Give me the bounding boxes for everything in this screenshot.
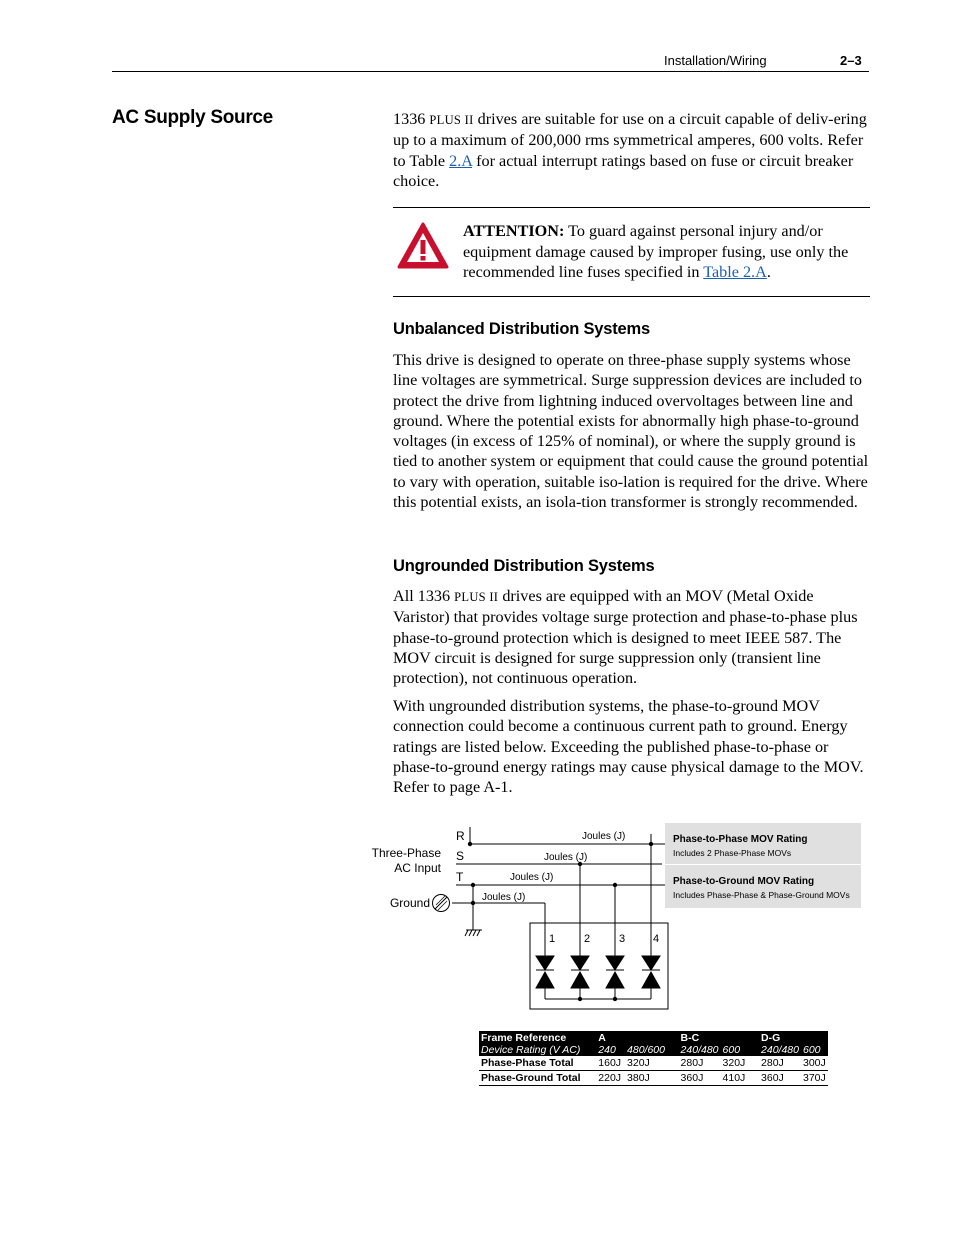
header-frame-a: A bbox=[596, 1031, 678, 1044]
mov-symbols bbox=[536, 956, 660, 988]
value-cell: 280J bbox=[679, 1056, 721, 1071]
value-cell: 370J bbox=[801, 1071, 828, 1086]
mov-number-3: 3 bbox=[619, 933, 626, 945]
mov-number-1: 1 bbox=[549, 933, 556, 945]
value-cell: 410J bbox=[721, 1071, 760, 1086]
voltage-cell: 240 bbox=[596, 1044, 625, 1056]
voltage-cell: 600 bbox=[721, 1044, 760, 1056]
voltage-cell: 240/480 bbox=[761, 1044, 799, 1056]
input-label-1: Three-Phase bbox=[371, 846, 441, 860]
phase-phase-sub: Includes 2 Phase-Phase MOVs bbox=[673, 848, 792, 858]
line-label-t: T bbox=[456, 870, 464, 884]
section-title: AC Supply Source bbox=[112, 107, 273, 128]
value-cell: 160J bbox=[596, 1056, 625, 1071]
ungrounded-heading: Ungrounded Distribution Systems bbox=[393, 557, 655, 575]
ungrounded-paragraph-1: All 1336 PLUS II drives are equipped with an MOV (Metal Oxide Varistor) that provides voltage surge protection and phase-to-phase plus phase-to-ground protection which is designed to meet IEEE 587. The MOV circuit is designed for surge suppression only (transient line protection), not continuous operation. bbox=[393, 587, 858, 688]
value-cell: 360J bbox=[679, 1071, 721, 1086]
phase-ground-title: Phase-to-Ground MOV Rating bbox=[673, 876, 815, 887]
value-cell: 220J bbox=[596, 1071, 625, 1086]
joules-label-3: Joules (J) bbox=[510, 872, 554, 883]
row-label: Phase-Phase Total bbox=[479, 1056, 596, 1071]
row-label: Phase-Ground Total bbox=[479, 1071, 596, 1086]
phase-ground-sub: Includes Phase-Phase & Phase-Ground MOVs bbox=[673, 890, 850, 900]
line-label-r: R bbox=[456, 829, 465, 843]
table-row bbox=[479, 1056, 828, 1071]
page-number: 2–3 bbox=[840, 53, 862, 68]
table-2a-link-attention[interactable]: Table 2.A bbox=[703, 263, 767, 281]
unbalanced-paragraph: This drive is designed to operate on three-phase supply systems whose line voltages are symmetrical. Surge suppression devices are included to protect the drive from lightning induced overvoltages between line and ground. Where the potential exists for abnormally high phase-to-ground voltages (in excess of 125% of nominal), or where the supply ground is tied to another system or equipment that could cause the ground potential to vary with operation, suitable iso-lation is required for the drive. Where this potential exists, an isola-tion transformer is strongly recommended. bbox=[393, 351, 869, 512]
attention-text: ATTENTION: To guard against personal injury and/or equipment damage caused by improper fusing, use only the recommended line fuses specified in Table 2.A. bbox=[463, 222, 849, 281]
value-cell: 280J bbox=[759, 1056, 801, 1071]
running-header-section: Installation/Wiring bbox=[664, 53, 767, 68]
joules-label-2: Joules (J) bbox=[544, 852, 588, 863]
voltage-cell: 240/480 bbox=[680, 1044, 719, 1056]
line-label-s: S bbox=[456, 849, 465, 863]
mov-number-2: 2 bbox=[584, 933, 591, 945]
intro-paragraph: 1336 PLUS II drives are suitable for use on a circuit capable of deliv-ering up to a maximum of 200,000 rms symmetrical amperes, 600 volts. Refer to Table 2.A for actual interrupt ratings based on fuse or circuit breaker choice. bbox=[393, 110, 867, 190]
value-cell: 320J bbox=[721, 1056, 760, 1071]
header-frame-dg: D-G bbox=[759, 1031, 828, 1044]
table-row bbox=[479, 1071, 828, 1086]
voltage-cell: 480/600 bbox=[625, 1044, 679, 1056]
input-label-2: AC Input bbox=[394, 861, 441, 875]
table-header-row bbox=[479, 1031, 828, 1044]
header-frame-reference: Frame Reference bbox=[479, 1031, 596, 1044]
header-device-rating: Device Rating (V AC) bbox=[479, 1044, 596, 1056]
table-2a-link[interactable]: 2.A bbox=[449, 151, 473, 170]
header-frame-bc: B-C bbox=[679, 1031, 759, 1044]
unbalanced-heading: Unbalanced Distribution Systems bbox=[393, 320, 650, 338]
mov-number-4: 4 bbox=[653, 933, 660, 945]
value-cell: 380J bbox=[625, 1071, 679, 1086]
joules-label-4: Joules (J) bbox=[482, 892, 526, 903]
table-voltage-row bbox=[479, 1044, 828, 1056]
ungrounded-paragraph-2: With ungrounded distribution systems, the phase-to-ground MOV connection could become a continuous current path to ground. Energy ratings are listed below. Exceeding the published phase-to-phase or phase-to-ground energy ratings may cause physical damage to the MOV. Refer to page A-1. bbox=[393, 697, 864, 797]
voltage-cell: 600 bbox=[801, 1044, 828, 1056]
mov-rating-table bbox=[479, 1031, 828, 1086]
joules-label-1: Joules (J) bbox=[582, 831, 626, 842]
phase-phase-title: Phase-to-Phase MOV Rating bbox=[673, 834, 808, 845]
ground-label: Ground bbox=[389, 896, 430, 910]
value-cell: 360J bbox=[759, 1071, 801, 1086]
value-cell: 320J bbox=[625, 1056, 679, 1071]
value-cell: 300J bbox=[801, 1056, 828, 1071]
